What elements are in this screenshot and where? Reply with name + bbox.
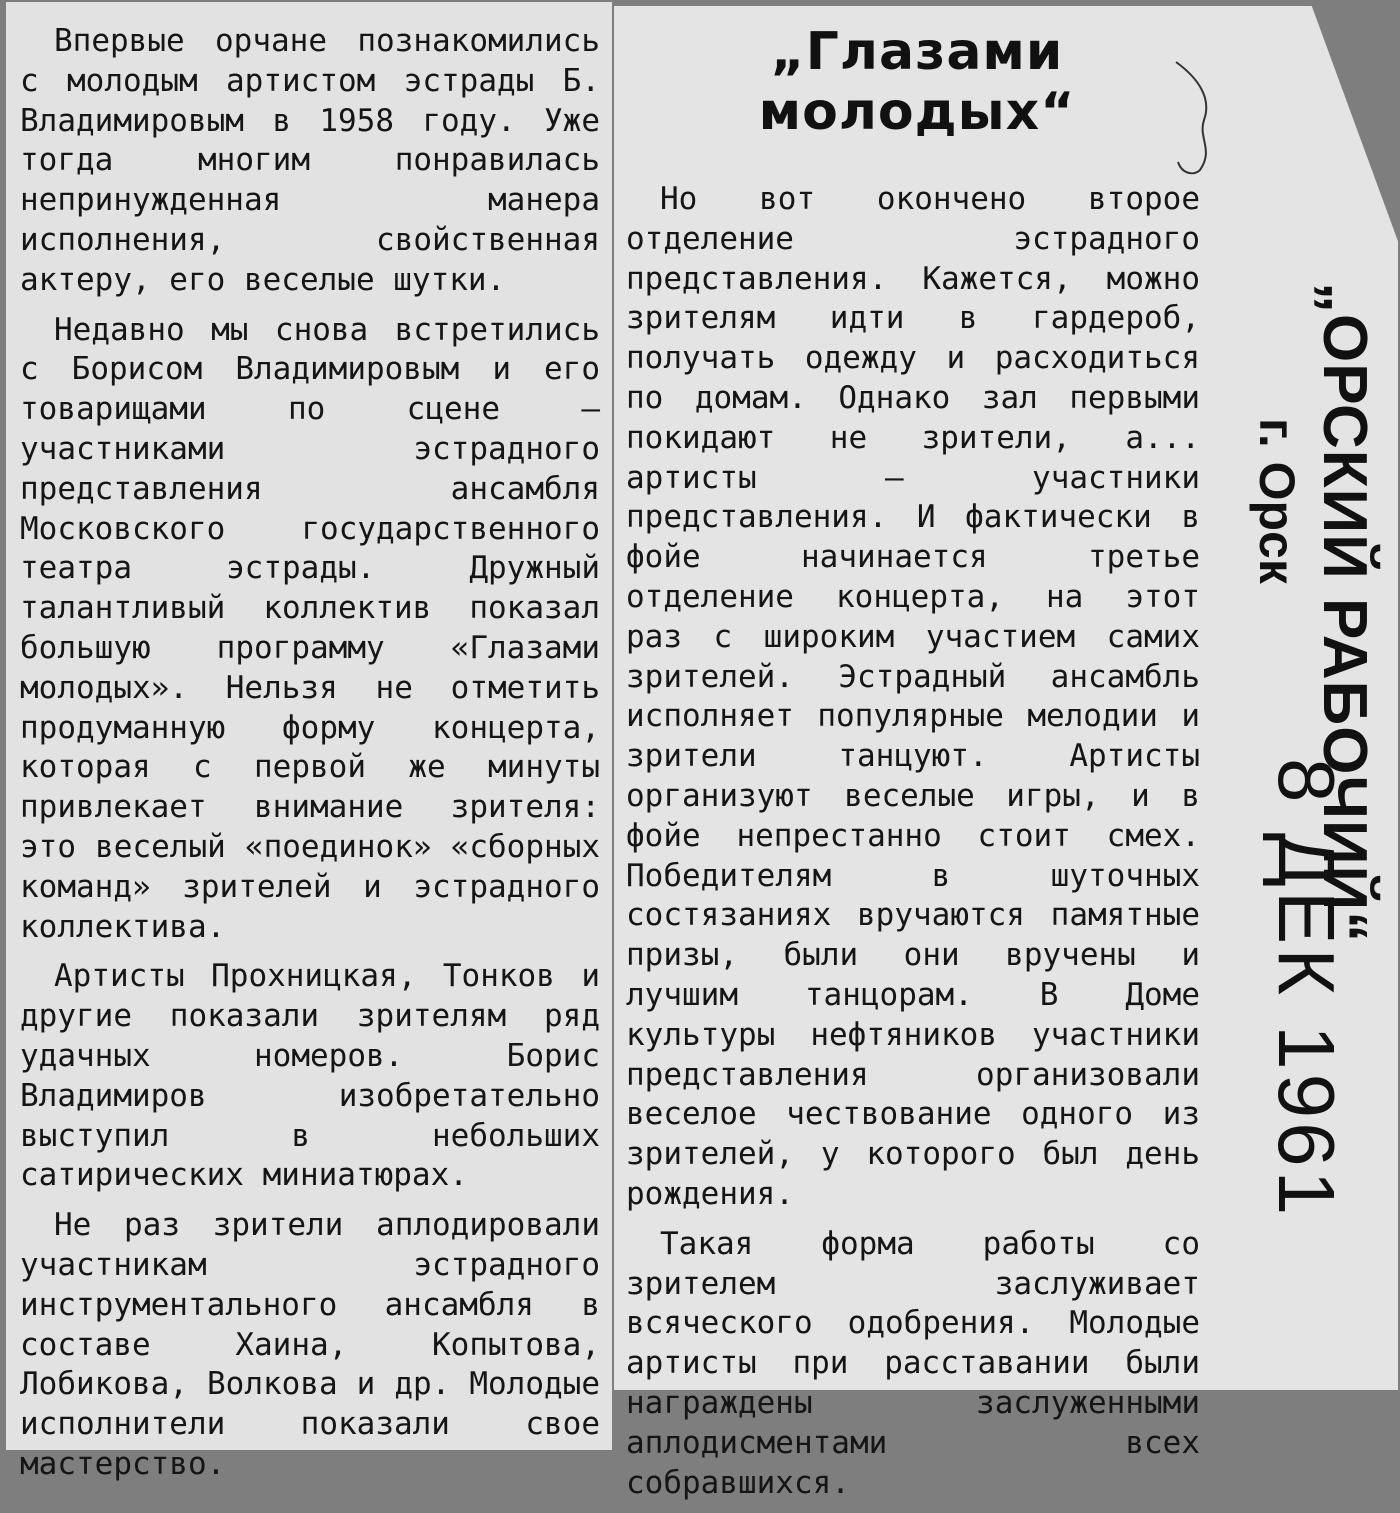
paragraph: Такая форма работы со зрителем заслуживает всяческого одобрения. Молодые артисты при расставании были награждены заслуженными аплодисментами всех собравшихся. [626, 1225, 1200, 1501]
paragraph: Артисты Прохницкая, Тонков и другие показали зрителям ряд удачных номеров. Борис Владимиров изобретательно выступил в небольших сатирических миниатюрах. [20, 958, 600, 1194]
stamp-date: 8 ДЕК 1961 [1262, 758, 1351, 1220]
paragraph: Впервые орчане познакомились с молодым артистом эстрады Б. Владимировым в 1958 году. Уже тогда многим понравилась непринужденная манера исполнения, свойственная актеру, его веселые шутки. [20, 23, 600, 298]
article-right-column [626, 180, 1200, 1513]
headline-line-1: „Глазами [770, 22, 1064, 82]
paragraph: Не раз зрители аплодировали участникам эстрадного инструментального ансамбля в составе Хаина, Копытова, Лобикова, Волкова и др. Молодые исполнители показали свое мастерство. [20, 1207, 600, 1482]
paragraph: Но вот окончено второе отделение эстрадного представления. Кажется, можно зрителям идти в гардероб, получать одежду и расходиться по домам. Однако зал первыми покидают не зрители, а... артисты — участники представления. И фактически в фойе начинается третье отделение концерта, на этот раз с широким участием самих зрителей. Эстрадный ансамбль исполняет популярные мелодии и зрители танцуют. Артисты организуют веселые игры, и в фойе непрестанно стоит смех. Победителям в шуточных состязаниях вручаются памятные призы, были они вручены и лучшим танцорам. В Доме культуры нефтяников участники представления организовали веселое чествование одного из зрителей, у которого был день рождения. [626, 181, 1200, 1212]
stamp-city: г. Орск [1249, 418, 1305, 584]
pen-scribble-mark [1168, 58, 1228, 178]
stamp-newspaper-name: „ОРСКИЙ РАБОЧИЙ“ [1310, 282, 1379, 944]
headline-line-2: молодых“ [758, 82, 1076, 142]
paragraph: Недавно мы снова встретились с Борисом Владимировым и его товарищами по сцене — участниками эстрадного представления ансамбля Московского государственного театра эстрады. Дружный талантливый коллектив показал большую программу «Глазами молодых». Нельзя не отметить продуманную форму концерта, которая с первой же минуты привлекает внимание зрителя: это веселый «поединок» «сборных команд» зрителей и эстрадного коллектива. [20, 311, 600, 945]
article-headline [742, 22, 1092, 142]
article-left-column [20, 22, 600, 1495]
